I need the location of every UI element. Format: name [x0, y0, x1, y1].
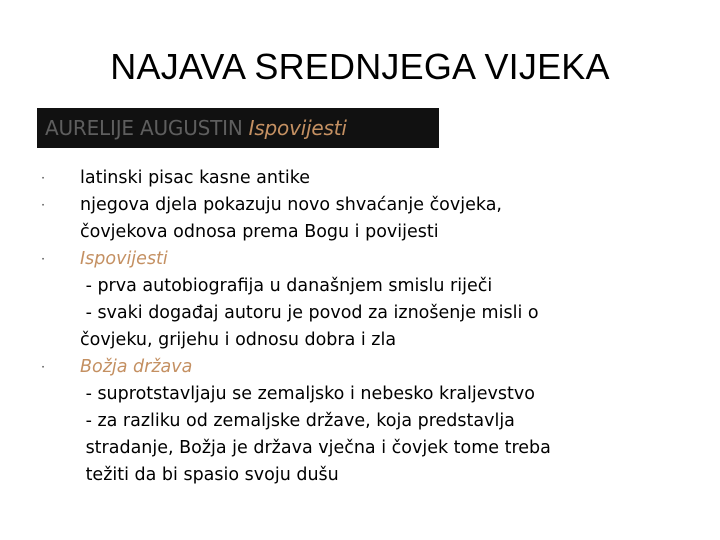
- bullet-heading: Božja država: [80, 357, 193, 377]
- bullet-dot-icon: ·: [41, 360, 45, 374]
- bullet-subpoint: - svaki događaj autoru je povod za iznošenje misli o: [80, 303, 539, 323]
- bullet-dot-icon: ·: [41, 198, 45, 212]
- bullet-item-2: [38, 192, 678, 246]
- subtitle-banner: [37, 108, 439, 148]
- subtitle-author: AURELIJE AUGUSTIN: [45, 116, 243, 140]
- bullet-dot-icon: ·: [41, 252, 45, 266]
- bullet-text: latinski pisac kasne antike: [80, 168, 310, 188]
- subtitle-work-title: Ispovijesti: [248, 116, 347, 140]
- slide-title: NAJAVA SREDNJEGA VIJEKA: [110, 46, 610, 87]
- bullet-subpoint: - prva autobiografija u današnjem smislu riječi: [80, 276, 493, 296]
- bullet-list: [38, 165, 678, 489]
- bullet-subpoint: - za razliku od zemaljske države, koja predstavlja: [80, 411, 515, 431]
- bullet-subpoint-continuation: težiti da bi spasio svoju dušu: [80, 465, 339, 485]
- bullet-item-1: [38, 165, 678, 192]
- bullet-dot-icon: ·: [41, 171, 45, 185]
- bullet-heading: Ispovijesti: [80, 249, 168, 269]
- bullet-subpoint-continuation: stradanje, Božja je država vječna i čovjek tome treba: [80, 438, 551, 458]
- bullet-subpoint: - suprotstavljaju se zemaljsko i nebesko kraljevstvo: [80, 384, 535, 404]
- bullet-subpoint-continuation: čovjeku, grijehu i odnosu dobra i zla: [80, 330, 397, 350]
- bullet-text: njegova djela pokazuju novo shvaćanje čovjeka,: [80, 195, 502, 215]
- bullet-item-4: [38, 354, 678, 489]
- bullet-text-continuation: čovjekova odnosa prema Bogu i povijesti: [80, 222, 439, 242]
- bullet-item-3: [38, 246, 678, 354]
